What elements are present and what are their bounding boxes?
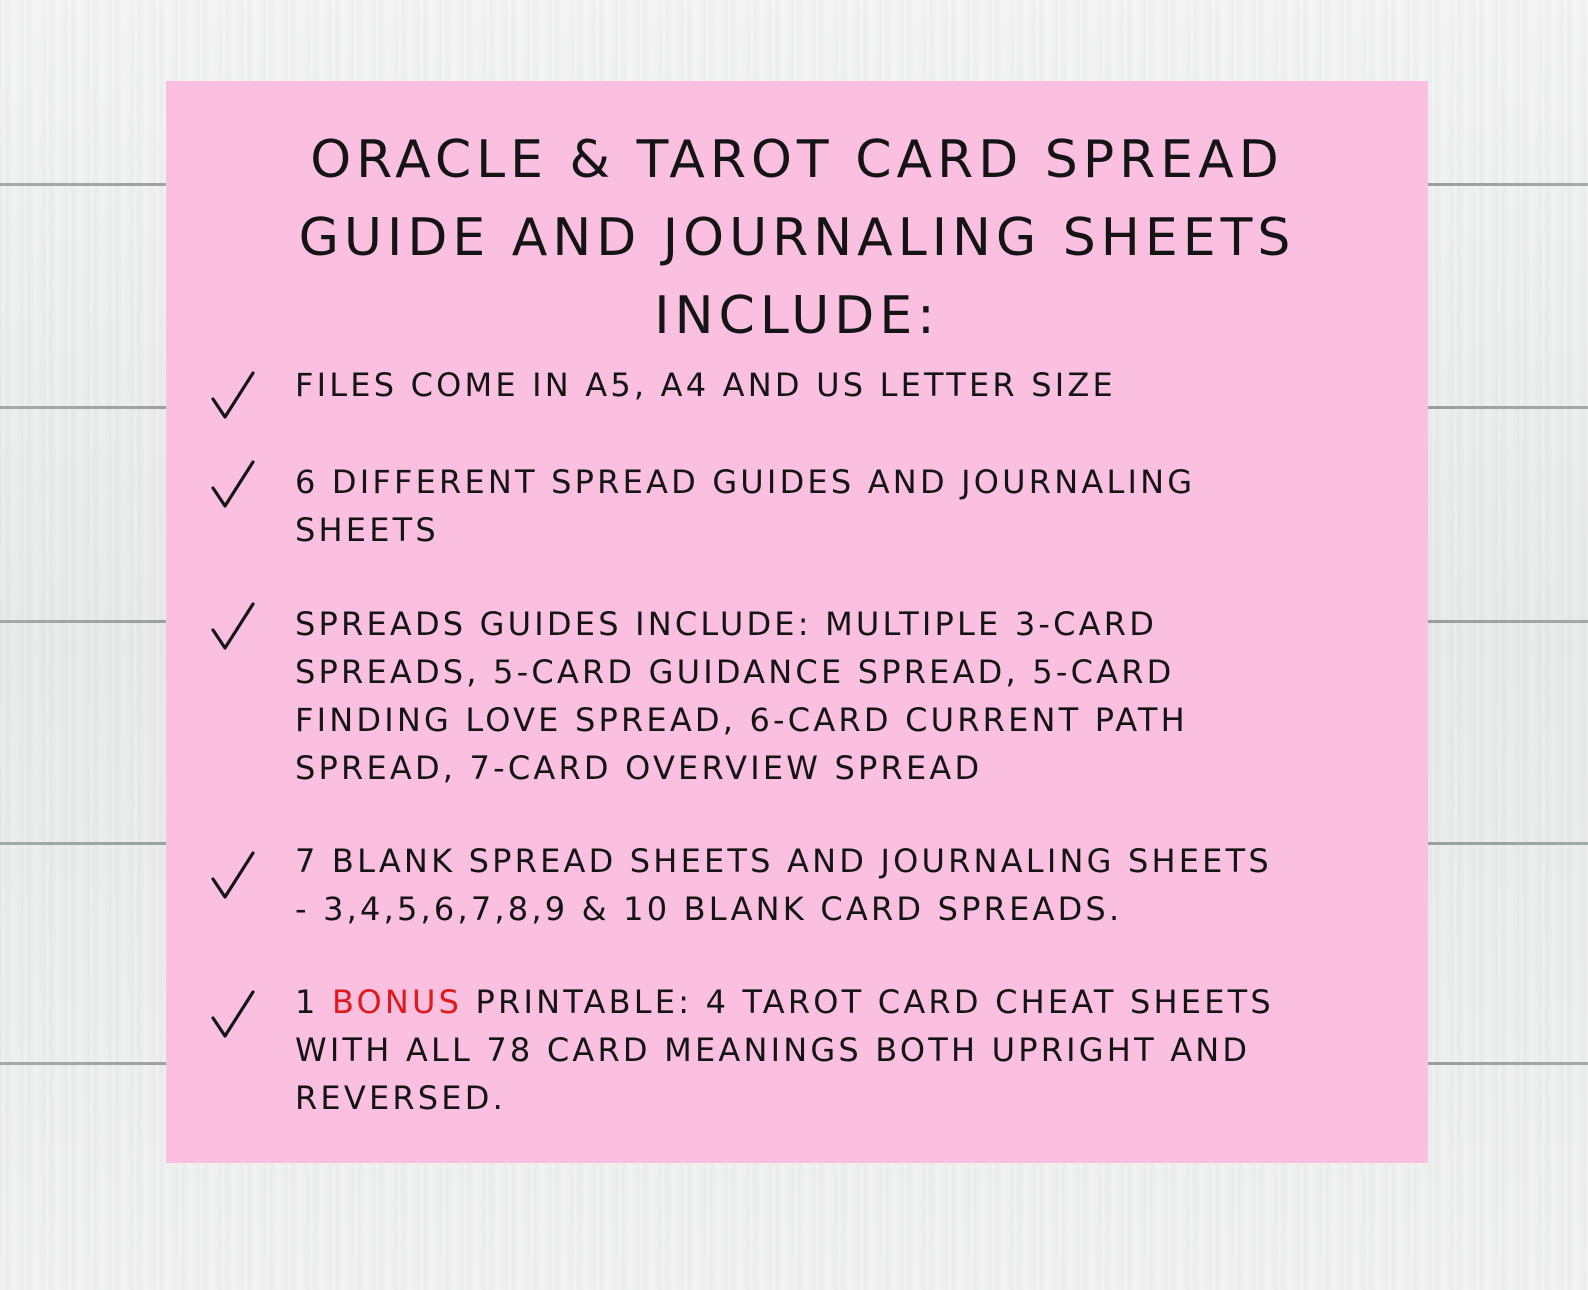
list-item-line: SPREADS GUIDES INCLUDE: MULTIPLE 3-CARD bbox=[295, 605, 1158, 643]
list-item-text bbox=[295, 978, 1405, 1122]
list-item-line: FILES COME IN A5, A4 AND US LETTER SIZE bbox=[295, 366, 1116, 404]
list-item-line: SPREAD, 7-CARD OVERVIEW SPREAD bbox=[295, 749, 983, 787]
list-item-line: SHEETS bbox=[295, 511, 439, 549]
list-item-text bbox=[295, 361, 1405, 409]
title-line: GUIDE AND JOURNALING SHEETS bbox=[298, 208, 1296, 268]
checkmark-icon bbox=[210, 600, 256, 654]
list-item-line bbox=[295, 978, 1405, 1026]
checkmark-icon bbox=[210, 458, 256, 512]
list-item-text bbox=[295, 458, 1405, 554]
list-item-line: 7 BLANK SPREAD SHEETS AND JOURNALING SHEETS bbox=[295, 842, 1272, 880]
bonus-suffix: PRINTABLE: 4 TAROT CARD CHEAT SHEETS bbox=[462, 983, 1274, 1021]
list-item-line: WITH ALL 78 CARD MEANINGS BOTH UPRIGHT AND bbox=[295, 1031, 1251, 1069]
checkmark-icon bbox=[210, 849, 256, 903]
title-line: ORACLE & TAROT CARD SPREAD bbox=[310, 130, 1284, 190]
bonus-highlight: BONUS bbox=[331, 983, 463, 1021]
pink-info-card bbox=[166, 81, 1428, 1163]
list-item-line: - 3,4,5,6,7,8,9 & 10 BLANK CARD SPREADS. bbox=[295, 890, 1123, 928]
checkmark-icon bbox=[210, 988, 256, 1042]
list-item-line: 6 DIFFERENT SPREAD GUIDES AND JOURNALING bbox=[295, 463, 1196, 501]
list-item-text bbox=[295, 600, 1405, 792]
list-item-line: REVERSED. bbox=[295, 1079, 506, 1117]
checkmark-icon bbox=[210, 369, 256, 423]
list-item-line: SPREADS, 5-CARD GUIDANCE SPREAD, 5-CARD bbox=[295, 653, 1175, 691]
title-line: INCLUDE: bbox=[654, 286, 940, 346]
list-item-text bbox=[295, 837, 1405, 933]
card-title bbox=[166, 121, 1428, 355]
bonus-prefix: 1 bbox=[295, 983, 332, 1021]
list-item-line: FINDING LOVE SPREAD, 6-CARD CURRENT PATH bbox=[295, 701, 1188, 739]
